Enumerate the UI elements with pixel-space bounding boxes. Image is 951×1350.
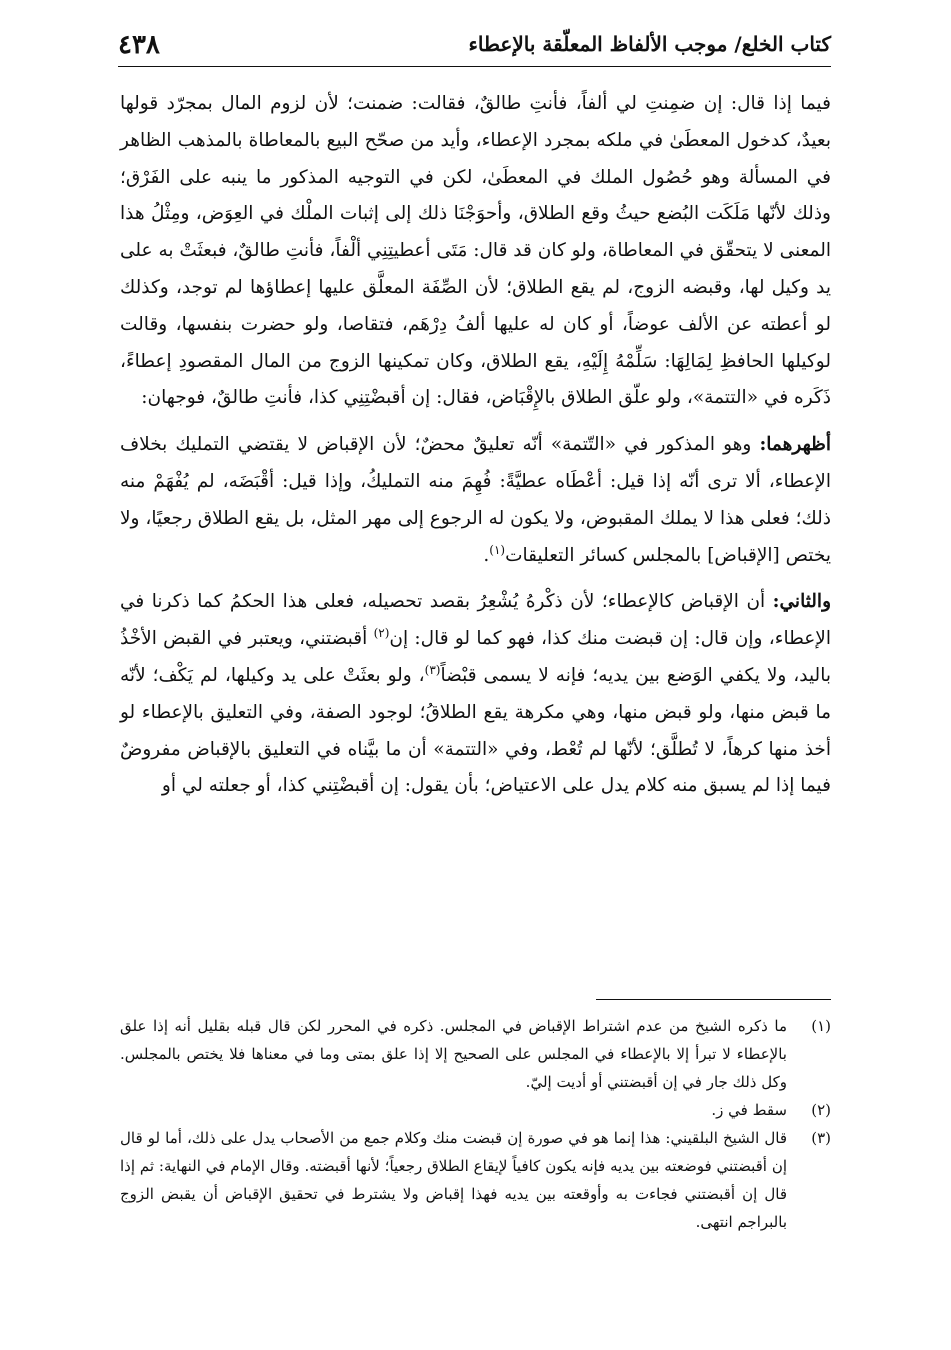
footnote-1 <box>120 1012 831 1096</box>
footnote-text: سقط في ز. <box>711 1101 787 1119</box>
footnotes <box>120 1012 831 1236</box>
paragraph-2-text: وهو المذكور في «التّتمة» أنّه تعليقٌ محضٌ؛ لأن الإقباض لا يقتضي التمليك بخلاف الإعطاء، ألا ترى أنّه إذا قيل: أعْطَاه عطيَّةً: فُهِمَ منه التمليكُ، وإذا قيل: أقْبَضَه، لم يُفْهَمْ منه ذلك؛ فعلى هذا لا يملك المقبوض، ولا يكون له الرجوع إلى مهر المثل، بل يقع الطلاق رجعيًا، ولا يختص [الإقباض] بالمجلس كسائر التعليقات <box>120 434 831 566</box>
footnote-marker-3[interactable]: (٣) <box>424 662 441 677</box>
footnote-separator <box>596 999 831 1000</box>
paragraph-1 <box>120 86 831 417</box>
page-header <box>118 26 831 67</box>
footnote-number: (٢) <box>811 1101 831 1119</box>
running-title: كتاب الخلع/ موجب الألفاظ المعلّقة بالإعطاء <box>468 32 831 56</box>
footnote-number: (١) <box>811 1017 831 1035</box>
main-text <box>120 86 831 805</box>
footnote-2 <box>120 1096 831 1124</box>
paragraph-2-tail: . <box>483 544 490 566</box>
footnote-text: ما ذكره الشيخ من عدم اشتراط الإقباض في المجلس. ذكره في المحرر لكن قال قبله بقليل أنه إذا علق بالإعطاء لا تبرأ إلا بالإعطاء في المجلس على الصحيح إلا إذا علق بمتى وما في معناها فلا يختص بالمجلس. وكل ذلك جار في إن أقبضتني أو أديت إليّ. <box>120 1017 787 1091</box>
footnote-marker-2[interactable]: (٢) <box>373 626 390 640</box>
footnote-3 <box>120 1124 831 1236</box>
paragraph-1-text: فيما إذا قال: إن ضمِنتِ لي ألفاً، فأنتِ طالقٌ، فقالت: ضمنت؛ لأن لزوم المال بمجرّد قولها بعيدٌ، كدخول المعطَىٰ في ملكه بمجرد الإعطاء، وأيد من صحّح البيع بالمعاطاة بالمذهب الظاهر في المسألة وهو حُصُول الملك في المعطَىٰ، لكن في التوجيه المذكور ما ينبه على الفَرْق؛ وذلك لأنّها مَلَكَت البُضع حيثُ وقع الطلاق، وأحوَجْنَا ذلك إلى إثبات الملْك في العِوَض، ومِثْلُ هذا المعنى لا يتحقّق في المعاطاة، ولو كان قد قال: مَتَى أعطيتِنِي ألْفاً، فأنتِ طالقٌ، فبعثَتْ به على يد وكيل لها، وقبضه الزوج، لم يقع الطلاق؛ لأن الصِّفَة المعلَّق عليها إعطاؤها لم توجد، وكذلك لو أعطته عن الألف عوضاً، أو كان له عليها ألفُ دِرْهَم، فتقاصا، ولو حضرت بنفسها، وقالت لوكيلها الحافظِ لِمَالِهَا: سَلِّمْهُ إِلَيْهِ، يقع الطلاق، وكان تمكينها الزوج من المال المقصودِ إعطاءً، ذَكَره في «التتمة»، ولو علّق الطلاق بالإِقْبَاض، فقال: إن أقبضْتِنِي كذا، فأنتِ طالقٌ، فوجهان: <box>120 93 831 409</box>
paragraph-3-text: أن الإقباض كالإعطاء؛ لأن ذكْرهُ يُشْعِرُ بقصد تحصيله، فعلى هذا الحكمُ كما ذكرنا في الإعطاء، وإن قال: إن قبضت منك كذا، فهو كما لو قال: إن <box>120 591 831 650</box>
paragraph-3-text-3: ، ولو بعثَتْ على يد وكيلها، لم يَكْف؛ لأنّه ما قبض منها، ولو قبض منها، وهي مكرهة يقع الطلاقُ؛ لوجود الصفة، وفي التعليق بالإعطاء لو أخذ منها كرهاً، لا تُطلَّق؛ لأنّها لم تُعْط، وفي «التتمة» أن ما بيَّناه في التعليق بالإقباض مفروضٌ فيما إذا لم يسبق منه كلام يدل على الاعتياض؛ بأن يقول: إن أقبضْتِني كذا، أو جعلته لي أو <box>120 664 831 797</box>
page-number: ٤٣٨ <box>118 30 160 60</box>
footnote-text: قال الشيخ البلقيني: هذا إنما هو في صورة إن قبضت منك وكلام جمع من الأصحاب يدل على ذلك، أما لو قال إن أقبضتني فوضعته بين يديه فإنه يكون كافياً لإيقاع الطلاق رجعياً؛ لأنها أقبضته. وقال الإمام في النهاية: ثم إذا قال إن أقبضتني فجاءت به وأوقعته بين يديه فهذا إقباض ولا يشترط في تحقيق الإقباض أن يقبض الزوج بالبراجم انتهى. <box>120 1129 787 1231</box>
paragraph-2 <box>120 427 831 574</box>
paragraph-3-text-2: أقبضتني، ويعتبر في القبض الأخْذُ باليد، ولا يكفي الوَضع بين يديه؛ فإنه لا يسمى قبْضاً <box>120 628 831 686</box>
paragraph-3-lead: والثاني: <box>772 591 831 613</box>
footnote-number: (٣) <box>811 1129 831 1147</box>
paragraph-2-lead: أظهرهما: <box>759 434 831 456</box>
footnote-marker-1[interactable]: (١) <box>489 542 506 557</box>
paragraph-3 <box>120 584 831 805</box>
